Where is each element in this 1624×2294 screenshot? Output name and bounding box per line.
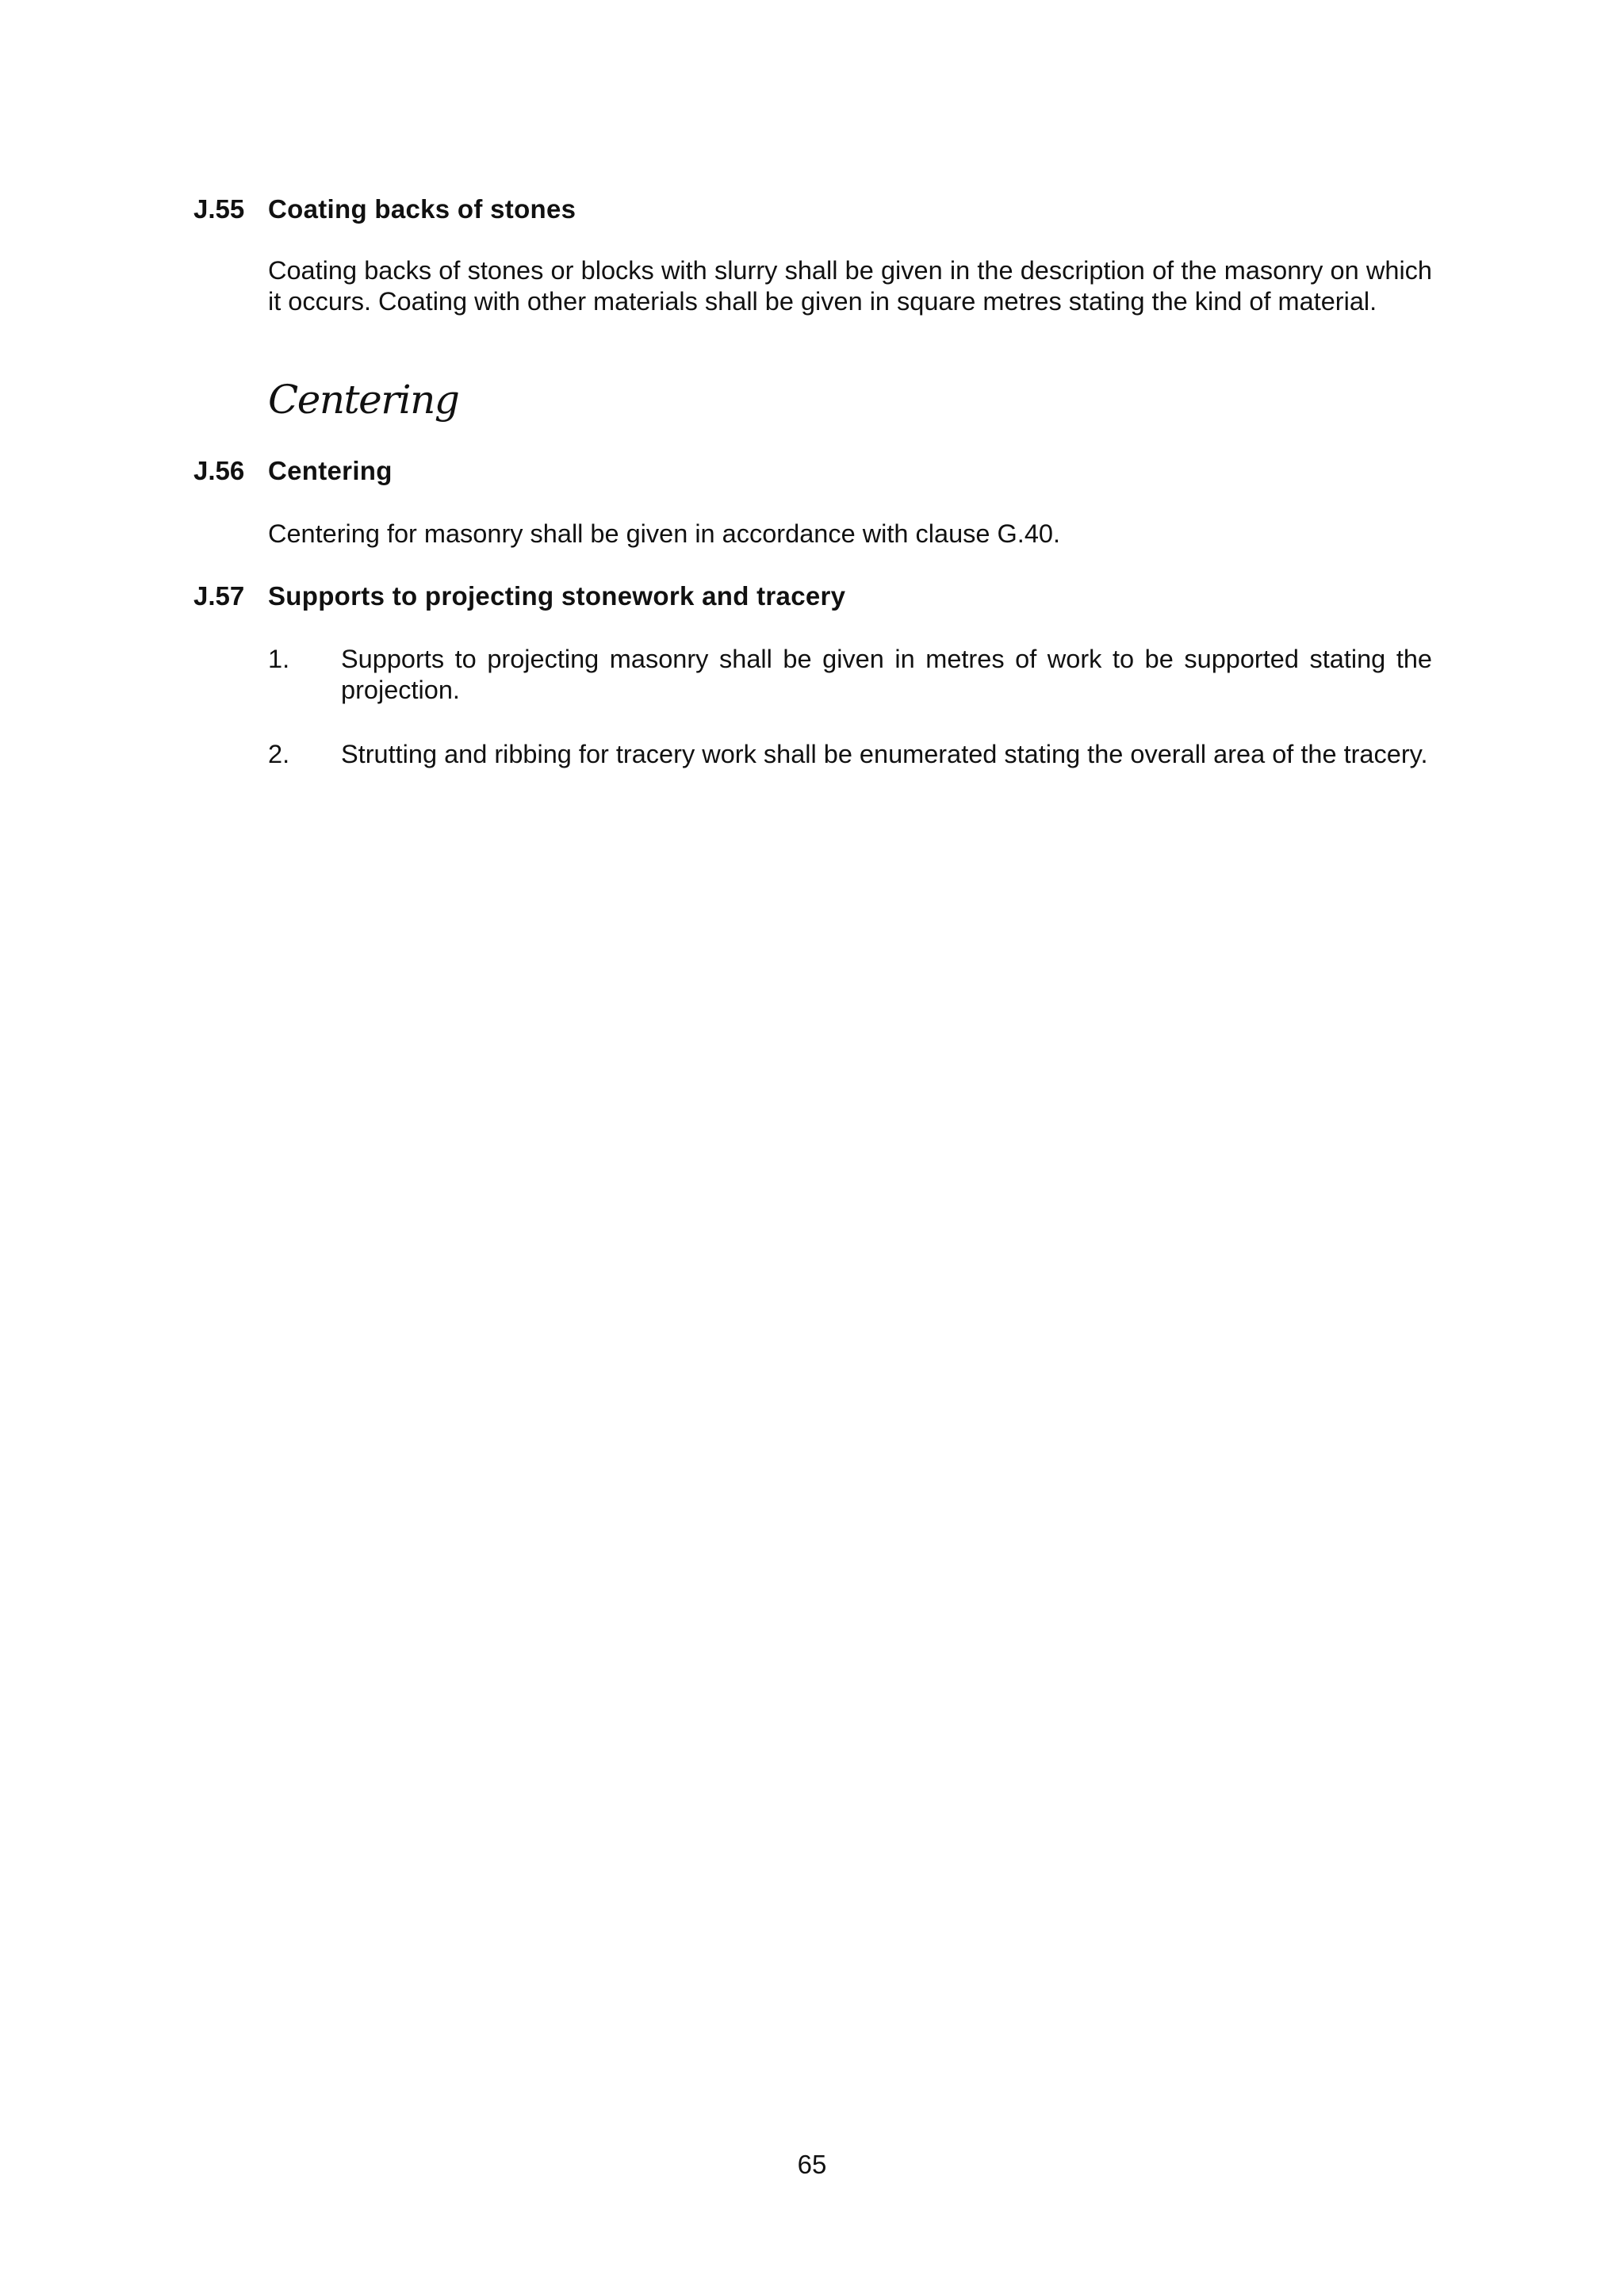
clause-title-j56: Centering: [268, 456, 393, 485]
list-item-number-2: 2.: [268, 740, 290, 768]
list-item-number-1: 1.: [268, 645, 290, 673]
clause-number-j56: J.56: [193, 456, 245, 485]
list-item-text-1: Supports to projecting masonry shall be given in metres of work to be supported stating the projection.: [341, 645, 1432, 704]
page-number: 65: [797, 2150, 827, 2179]
clause-title-j55: Coating backs of stones: [268, 194, 576, 224]
clause-number-j55: J.55: [193, 194, 245, 224]
clause-body-j56: Centering for masonry shall be given in accordance with clause G.40.: [268, 519, 1060, 548]
clause-number-j57: J.57: [193, 581, 245, 611]
section-heading: Centering: [268, 377, 459, 423]
clause-title-j57: Supports to projecting stonework and tracery: [268, 581, 846, 611]
list-item-text-2: Strutting and ribbing for tracery work shall be enumerated stating the overall area of the tracery.: [341, 740, 1428, 768]
clause-body-j55: Coating backs of stones or blocks with slurry shall be given in the description of the masonry on which it occurs. Coating with other materials shall be given in square metres stating the kind of material.: [268, 256, 1432, 316]
